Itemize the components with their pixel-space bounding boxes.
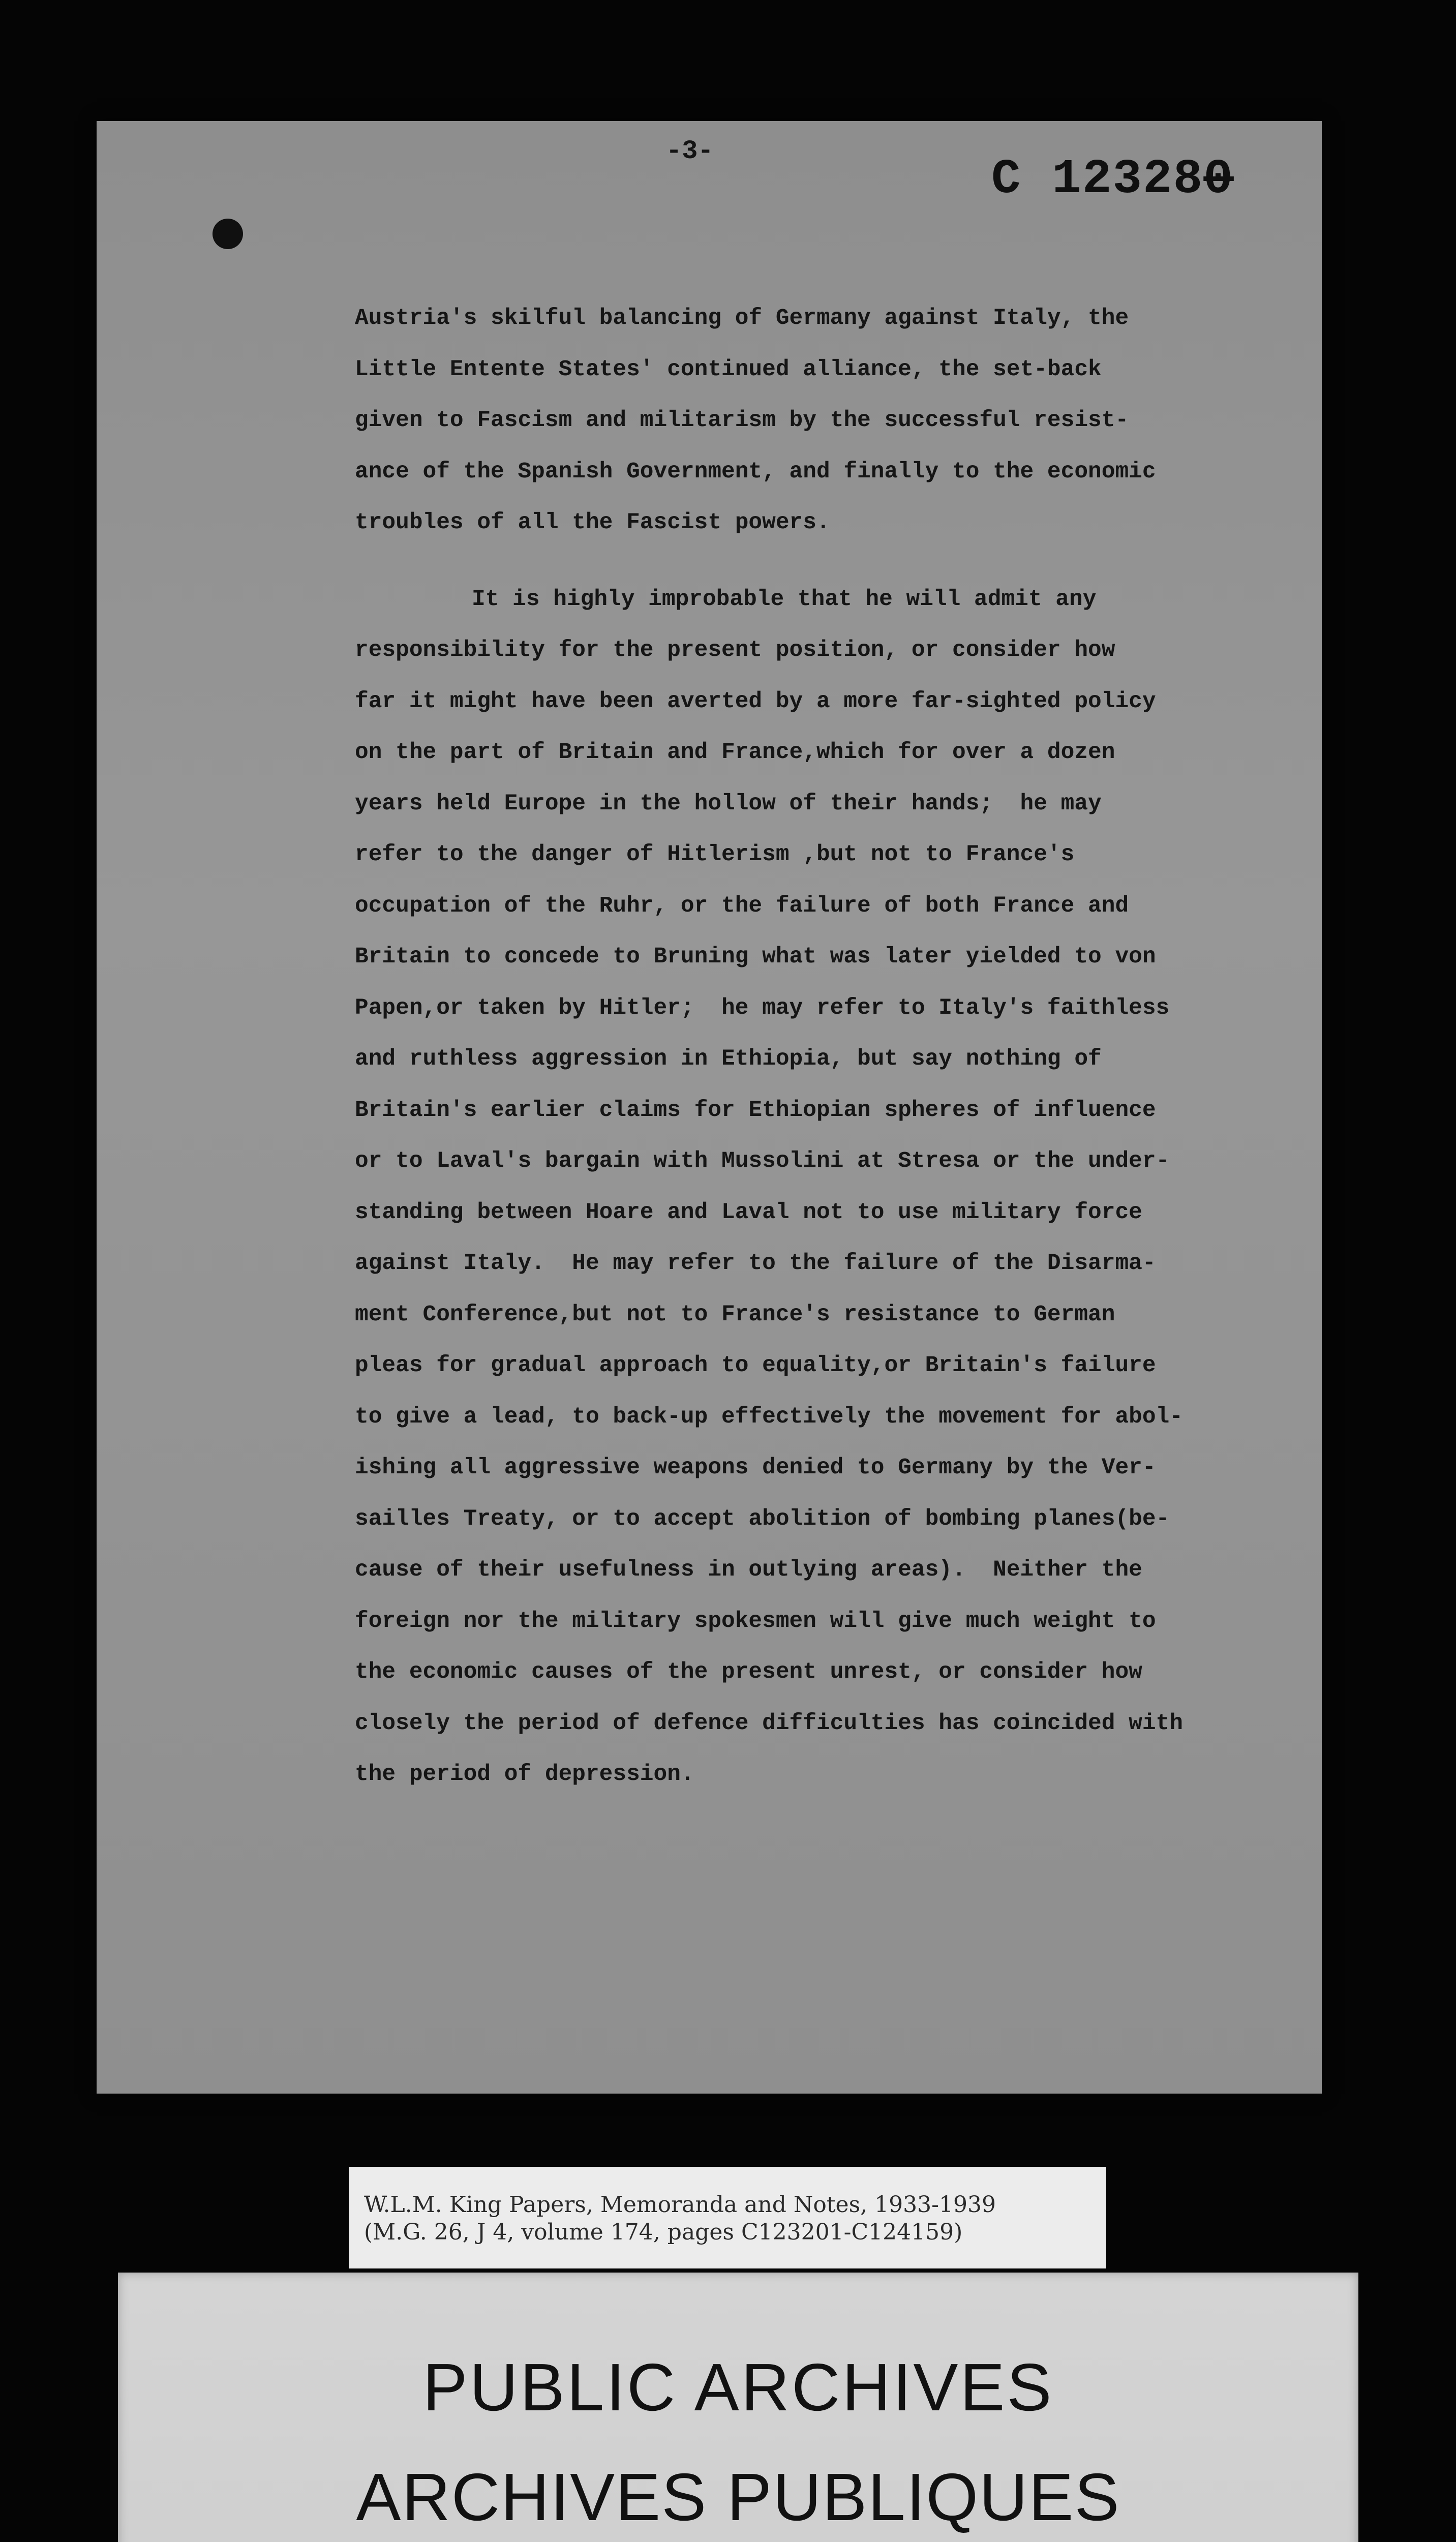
typed-text: [355, 293, 1295, 1826]
paragraph: [355, 293, 1295, 549]
text-line: Little Entente States' continued alliance, the set-back: [355, 356, 1102, 382]
text-line: given to Fascism and militarism by the successful resist-: [355, 408, 1129, 433]
text-line: Britain to concede to Bruning what was later yielded to von: [355, 944, 1156, 970]
text-line: Britain's earlier claims for Ethiopian spheres of influence: [355, 1097, 1156, 1123]
text-line: standing between Hoare and Laval not to use military force: [355, 1199, 1142, 1225]
citation-line-1: W.L.M. King Papers, Memoranda and Notes, 1933-1939: [364, 2192, 996, 2218]
document-page: [97, 121, 1322, 2094]
text-line: occupation of the Ruhr, or the failure of both France and: [355, 893, 1129, 919]
paragraph: [355, 574, 1295, 1800]
archives-line-1: PUBLIC ARCHIVES: [422, 2350, 1054, 2425]
text-line: ishing all aggressive weapons denied to Germany by the Ver-: [355, 1455, 1156, 1480]
text-line: Austria's skilful balancing of Germany against Italy, the: [355, 306, 1129, 331]
text-line: against Italy. He may refer to the failure of the Disarma-: [355, 1251, 1156, 1276]
text-line: refer to the danger of Hitlerism ,but not to France's: [355, 842, 1075, 867]
text-line: ment Conference,but not to France's resistance to German: [355, 1302, 1115, 1327]
text-line: troubles of all the Fascist powers.: [355, 510, 830, 535]
citation-line-2: (M.G. 26, J 4, volume 174, pages C123201-C124159): [364, 2219, 963, 2245]
archives-card: [118, 2273, 1358, 2542]
punch-hole: [213, 219, 243, 249]
text-line: on the part of Britain and France,which for over a dozen: [355, 740, 1115, 765]
stamp-number: 12328: [1052, 152, 1204, 207]
text-line: the period of depression.: [355, 1762, 694, 1787]
archives-line-2: ARCHIVES PUBLIQUES: [356, 2460, 1120, 2534]
text-line: or to Laval's bargain with Mussolini at Stresa or the under-: [355, 1148, 1170, 1174]
stamp-prefix: C: [991, 152, 1022, 207]
text-line: closely the period of defence difficulties has coincided with: [355, 1710, 1183, 1736]
text-line: ance of the Spanish Government, and finally to the economic: [355, 459, 1156, 485]
text-line: cause of their usefulness in outlying areas). Neither the: [355, 1557, 1142, 1583]
text-line: far it might have been averted by a more far-sighted policy: [355, 688, 1156, 714]
page-number: -3-: [666, 136, 714, 166]
text-line: sailles Treaty, or to accept abolition of bombing planes(be-: [355, 1506, 1170, 1532]
archive-stamp: [991, 152, 1234, 207]
text-line: responsibility for the present position, or consider how: [355, 638, 1115, 663]
text-line: and ruthless aggression in Ethiopia, but say nothing of: [355, 1046, 1102, 1072]
text-line: pleas for gradual approach to equality,or Britain's failure: [355, 1353, 1156, 1378]
text-line: years held Europe in the hollow of their hands; he may: [355, 791, 1102, 816]
text-line: the economic causes of the present unrest, or consider how: [355, 1659, 1142, 1685]
citation-slip: [349, 2167, 1106, 2268]
text-line: foreign nor the military spokesmen will give much weight to: [355, 1608, 1156, 1634]
text-line: to give a lead, to back-up effectively the movement for abol-: [355, 1404, 1183, 1430]
text-line: Papen,or taken by Hitler; he may refer to Italy's faithless: [355, 995, 1170, 1021]
stamp-struck-digit: 0: [1203, 152, 1234, 207]
text-line: It is highly improbable that he will admit any: [472, 586, 1097, 612]
